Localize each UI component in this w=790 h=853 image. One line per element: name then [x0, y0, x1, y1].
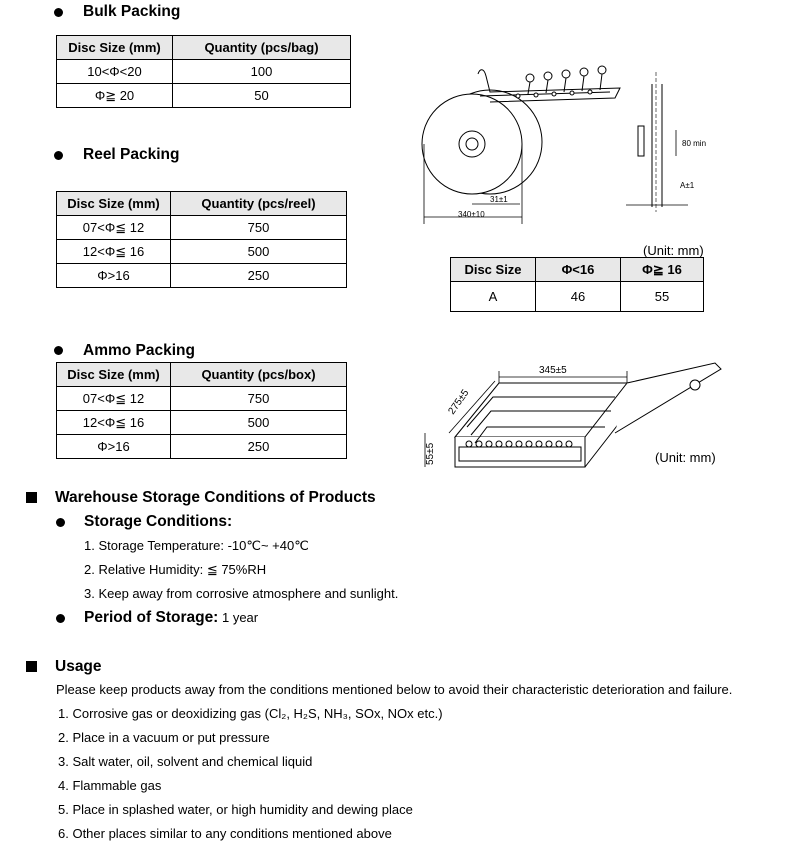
table-header: Quantity (pcs/bag) [173, 36, 351, 60]
table-header: Disc Size (mm) [57, 36, 173, 60]
table-row [57, 411, 347, 435]
ammo-dim-length: 345±5 [539, 365, 567, 376]
table-header: Quantity (pcs/box) [171, 363, 347, 387]
table-cell: 12<Φ≦ 16 [57, 411, 171, 435]
reel-dim-a: A±1 [680, 181, 695, 190]
table-cell: 07<Φ≦ 12 [57, 387, 171, 411]
bullet-icon [54, 8, 63, 17]
reel-side-hub [638, 126, 644, 156]
usage-intro: Please keep products away from the conditions mentioned below to avoid their characteristic deterioration and failure. [56, 682, 733, 697]
bullet-icon [54, 346, 63, 355]
reel-dim-height: 80 min [682, 139, 707, 148]
ammo-tape-out [615, 363, 721, 433]
storage-period [84, 609, 258, 627]
reel-diagram [420, 62, 720, 230]
storage-condition-item: 2. Relative Humidity: ≦ 75%RH [84, 562, 267, 577]
table-header: Disc Size (mm) [57, 192, 171, 216]
storage-conditions-title: Storage Conditions: [84, 513, 233, 530]
usage-section-title: Usage [55, 658, 102, 675]
table-row [57, 435, 347, 459]
bullet-icon [56, 614, 65, 623]
table-header: Φ≧ 16 [621, 258, 704, 282]
reel-dim-width: 340±10 [458, 210, 485, 219]
table-cell: 100 [173, 60, 351, 84]
table-cell: 50 [173, 84, 351, 108]
table-cell: Φ>16 [57, 435, 171, 459]
reel-dim-hub: 31±1 [490, 195, 508, 204]
storage-section-title: Warehouse Storage Conditions of Products [55, 489, 376, 506]
table-cell: 55 [621, 282, 704, 312]
usage-item: 4. Flammable gas [58, 778, 162, 793]
bullet-icon [56, 518, 65, 527]
reel-unit-label: (Unit: mm) [643, 243, 704, 258]
table-row [57, 216, 347, 240]
table-cell: 250 [171, 435, 347, 459]
table-cell: 07<Φ≦ 12 [57, 216, 171, 240]
table-row [57, 240, 347, 264]
ammo-box-outline [455, 383, 627, 437]
usage-item: 2. Place in a vacuum or put pressure [58, 730, 270, 745]
usage-item: 5. Place in splashed water, or high humidity and dewing place [58, 802, 413, 817]
table-row [57, 84, 351, 108]
reel-packing-title: Reel Packing [83, 146, 180, 163]
storage-condition-item: 3. Keep away from corrosive atmosphere and sunlight. [84, 586, 399, 601]
table-cell: Φ≧ 20 [57, 84, 173, 108]
ammo-unit-label: (Unit: mm) [655, 450, 716, 465]
ammo-dim-height: 55±5 [425, 442, 436, 465]
bulk-packing-title: Bulk Packing [83, 3, 181, 20]
table-cell: Φ>16 [57, 264, 171, 288]
usage-item: 6. Other places similar to any conditions mentioned above [58, 826, 392, 841]
reel-front-flange [422, 94, 522, 194]
bullet-icon [54, 151, 63, 160]
table-row [57, 60, 351, 84]
ammo-dim-depth: 275±5 [446, 387, 472, 417]
table-header: Quantity (pcs/reel) [171, 192, 347, 216]
ammo-packing-table [56, 362, 347, 459]
ammo-packing-title: Ammo Packing [83, 342, 195, 359]
table-cell: 46 [536, 282, 621, 312]
table-cell: 250 [171, 264, 347, 288]
table-row [57, 264, 347, 288]
reel-packing-table [56, 191, 347, 288]
square-bullet-icon [26, 492, 37, 503]
table-row [57, 387, 347, 411]
table-cell: 12<Φ≦ 16 [57, 240, 171, 264]
table-cell: 500 [171, 240, 347, 264]
table-header: Disc Size (mm) [57, 363, 171, 387]
reel-size-table [450, 257, 704, 312]
table-header: Disc Size [451, 258, 536, 282]
storage-condition-item: 1. Storage Temperature: -10℃~ +40℃ [84, 538, 309, 553]
square-bullet-icon [26, 661, 37, 672]
table-cell: 750 [171, 216, 347, 240]
table-header: Φ<16 [536, 258, 621, 282]
storage-period-value: 1 year [218, 610, 259, 625]
table-cell: 750 [171, 387, 347, 411]
bulk-packing-table [56, 35, 351, 108]
table-cell: A [451, 282, 536, 312]
table-row [451, 282, 704, 312]
table-cell: 500 [171, 411, 347, 435]
storage-period-label: Period of Storage: [84, 609, 219, 626]
usage-item: 1. Corrosive gas or deoxidizing gas (Cl₂, H₂S, NH₃, SOx, NOx etc.) [58, 706, 443, 721]
usage-item: 3. Salt water, oil, solvent and chemical liquid [58, 754, 313, 769]
table-cell: 10<Φ<20 [57, 60, 173, 84]
